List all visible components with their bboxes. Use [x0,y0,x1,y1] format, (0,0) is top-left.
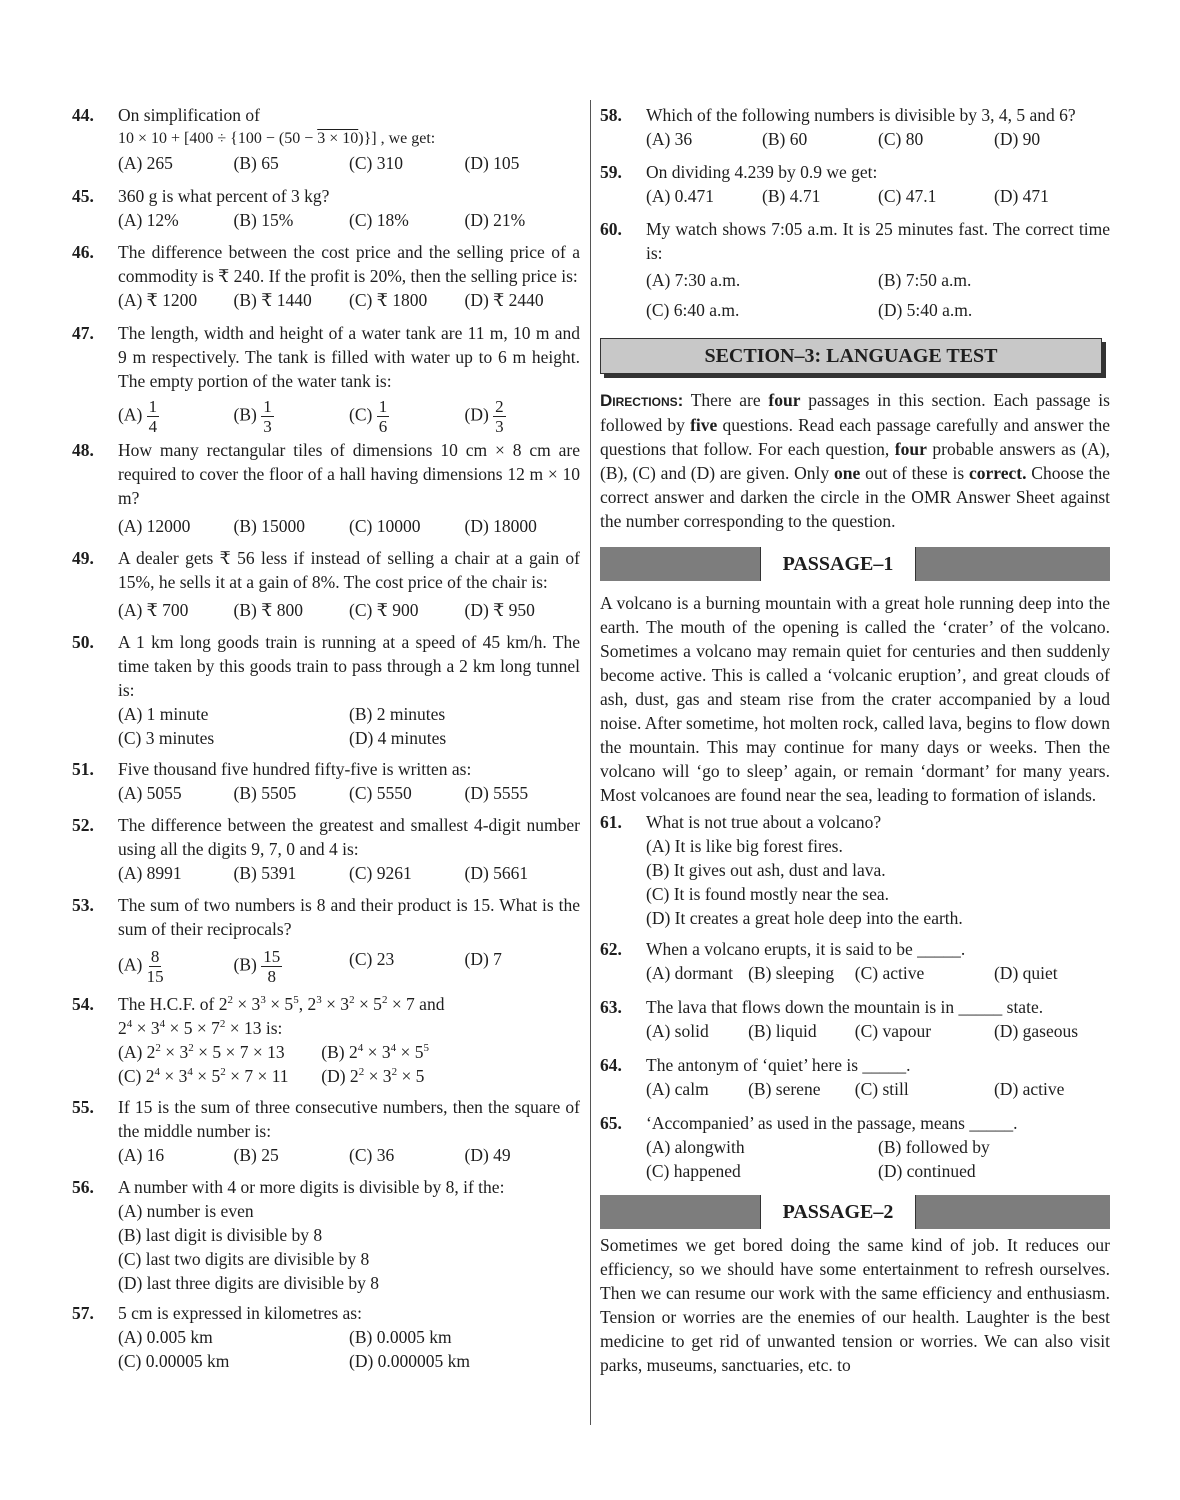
options [118,861,580,885]
option-c[interactable]: (C) 9261 [349,863,412,883]
passage-2-text: Sometimes we get bored doing the same kind of job. It reduces our efficiency, so we should have some entertainment to refresh ourselves. Then we can resume our work with the same efficiency and enthusiasm. Tension or worries are the enemies of our health. Laughter is the best medicine to get rid of unwanted tension or worries. We can also visit parks, museums, sanctuaries, etc. to [600,1235,1110,1375]
option-d[interactable]: (D) 49 [464,1145,511,1165]
question-number: 54. [72,994,94,1014]
option-a[interactable]: (A) 12000 [118,516,191,536]
option-b[interactable]: (B) ₹ 800 [233,600,303,620]
question-56 [72,1175,580,1295]
option-a[interactable]: (A) $\frac{1}{4}$ [118,397,158,436]
option-b[interactable]: (B) 5505 [233,783,297,803]
question-44 [72,103,580,175]
option-c[interactable]: (C) 6:40 a.m. [646,300,740,320]
options [118,514,580,538]
question-text: The difference between the greatest and smallest 4-digit number using all the digits 9, 7, 0 and 4 is: [118,815,580,859]
option-b[interactable]: (B) 0.0005 km [349,1327,452,1347]
question-text: The H.C.F. of $2^2 \times 3^3 \times 5^5$, $2^3 \times 3^2 \times 5^2 \times 7$ and [118,994,445,1014]
options [118,598,580,622]
left-column [72,103,580,1373]
question-text: The antonym of ‘quiet’ here is _____. [646,1055,911,1075]
option-a[interactable]: (A) calm [646,1079,709,1099]
option-c[interactable]: (C) ₹ 1800 [349,290,428,310]
option-a[interactable]: (A) 16 [118,1145,165,1165]
option-a[interactable]: (A) ₹ 700 [118,600,189,620]
option-c[interactable]: (C) 80 [878,129,924,149]
question-number: 44. [72,105,94,125]
option-a[interactable]: (A) It is like big forest fires. [646,836,843,856]
question-55 [72,1095,580,1167]
option-d[interactable]: (D) 4 minutes [349,728,447,748]
options [118,1040,580,1088]
question-50 [72,630,580,750]
question-number: 53. [72,895,94,915]
option-b[interactable]: (B) liquid [748,1021,817,1041]
expression: 10 × 10 + [400 ÷ {100 − (50 − 3 × 10)}] , we get: [118,130,436,147]
options [118,702,580,750]
question-number: 56. [72,1177,94,1197]
option-a[interactable]: (A) number is even [118,1201,254,1221]
question-text: 5 cm is expressed in kilometres as: [118,1303,362,1323]
option-c[interactable]: (C) $2^4 \times 3^4 \times 5^2 \times 7 \times 11$ [118,1066,289,1086]
question-text: How many rectangular tiles of dimensions 10 cm × 8 cm are required to cover the floor of a hall having dimensions 12 m × 10 m? [118,440,580,508]
question-46 [72,240,580,312]
question-text: My watch shows 7:05 a.m. It is 25 minutes fast. The correct time is: [646,219,1110,263]
option-c[interactable]: (C) 36 [349,1145,395,1165]
question-text: The difference between the cost price and the selling price of a commodity is ₹ 240. If the profit is 20%, then the selling price is: [118,242,580,286]
question-number: 45. [72,186,94,206]
question-64 [600,1053,1110,1101]
question-number: 51. [72,759,94,779]
question-number: 60. [600,219,622,239]
question-number: 49. [72,548,94,568]
options [118,781,580,805]
question-text: Five thousand five hundred fifty-five is written as: [118,759,472,779]
passage-title: PASSAGE–2 [760,1195,916,1229]
option-d[interactable]: (D) 7 [464,949,502,969]
question-63 [600,995,1110,1043]
option-d[interactable]: (D) 18000 [464,516,537,536]
options [118,288,580,312]
option-d[interactable]: (D) 5:40 a.m. [878,300,973,320]
option-d[interactable]: (D) continued [878,1161,976,1181]
question-52 [72,813,580,885]
options [646,1077,1110,1101]
passage-title: PASSAGE–1 [760,547,916,581]
question-number: 58. [600,105,622,125]
question-number: 59. [600,162,622,182]
option-c[interactable]: (C) happened [646,1161,741,1181]
question-number: 52. [72,815,94,835]
fraction: $\frac{2}{3}$ [495,397,504,436]
option-b[interactable]: (B) 65 [233,153,279,173]
question-61 [600,810,1110,930]
passage-1-heading [600,547,1110,581]
option-b[interactable]: (B) $\frac{15}{8}$ [233,947,281,986]
question-number: 64. [600,1055,622,1075]
question-text-2: $2^4 \times 3^4 \times 5 \times 7^2 \times 13$ is: [118,1018,283,1038]
option-c[interactable]: (C) $\frac{1}{6}$ [349,397,388,436]
option-d[interactable]: (D) ₹ 2440 [464,290,544,310]
option-b[interactable]: (B) 60 [762,129,808,149]
question-number: 50. [72,632,94,652]
question-text: If 15 is the sum of three consecutive numbers, then the square of the middle number is: [118,1097,580,1141]
directions: Directions: There are four passages in this section. Each passage is followed by five questions. Read each passage carefully and answer the questions that follow. For each question, four probable answers as (A), (B), (C) and (D) are given. Only one out of these is correct. Choose the correct answer and darken the circle in the OMR Answer Sheet against the number corresponding to the question. [600,390,1111,531]
question-49 [72,546,580,622]
option-b[interactable]: (B) 25 [233,1145,279,1165]
passage-2-heading [600,1195,1110,1229]
options [646,834,1110,930]
option-a[interactable]: (A) 0.471 [646,186,715,206]
option-d[interactable]: (D) last three digits are divisible by 8 [118,1273,379,1293]
question-text: A number with 4 or more digits is divisible by 8, if the: [118,1177,505,1197]
fraction: $\frac{8}{15}$ [146,947,164,986]
right-column [600,103,1110,1377]
option-a[interactable]: (A) ₹ 1200 [118,290,198,310]
passage-1-text: A volcano is a burning mountain with a great hole running deep into the earth. The mouth of the opening is called the ‘crater’ of the volcano. Sometimes a volcano may remain quiet for centuries and then suddenly become active. This is called a ‘volcanic eruption’, and great clouds of ash, dust, gas and steam rise from the crater accompanied by a loud noise. After sometime, hot molten rock, called lava, begins to flow down the mountain. This may continue for many days or weeks. Then the volcano will ‘go to sleep’ again, or remain ‘dormant’ for many years. Most volcanoes are found near the sea, leading to formation of islands. [600,593,1110,805]
option-a[interactable]: (A) 36 [646,129,693,149]
option-d[interactable]: (D) 90 [994,129,1041,149]
options [118,397,580,436]
question-number: 47. [72,323,94,343]
question-text: The sum of two numbers is 8 and their product is 15. What is the sum of their reciprocals? [118,895,580,939]
section-heading: SECTION–3: LANGUAGE TEST [600,338,1102,374]
options [646,1019,1110,1043]
question-text: On simplification of [118,105,260,125]
option-d[interactable]: (D) 0.000005 km [349,1351,471,1371]
options [118,1325,580,1373]
option-a[interactable]: (A) 5055 [118,783,182,803]
question-59 [600,160,1110,208]
option-c[interactable]: (C) 3 minutes [118,728,215,748]
option-b[interactable]: (B) 15000 [233,516,305,536]
option-c[interactable]: (C) 18% [349,210,409,230]
question-number: 55. [72,1097,94,1117]
question-54 [72,992,580,1088]
options [118,947,580,986]
option-b[interactable]: (B) serene [748,1079,821,1099]
options [118,151,580,175]
question-text: What is not true about a volcano? [646,812,882,832]
option-b[interactable]: (B) $\frac{1}{3}$ [233,397,272,436]
option-d[interactable]: (D) 21% [464,210,526,230]
option-d[interactable]: (D) $2^2 \times 3^2 \times 5$ [321,1066,425,1086]
option-d[interactable]: (D) $\frac{2}{3}$ [464,397,504,436]
options [646,265,1110,325]
option-a[interactable]: (A) dormant [646,963,733,983]
options [118,208,580,232]
option-b[interactable]: (B) It gives out ash, dust and lava. [646,860,886,880]
option-a[interactable]: (A) $2^2 \times 3^2 \times 5 \times 7 \times 13$ [118,1042,285,1062]
option-a[interactable]: (A) $\frac{8}{15}$ [118,947,164,986]
option-b[interactable]: (B) ₹ 1440 [233,290,312,310]
option-d[interactable]: (D) 471 [994,186,1049,206]
question-text: On dividing 4.239 by 0.9 we get: [646,162,878,182]
option-c[interactable]: (C) 5550 [349,783,412,803]
question-text: A dealer gets ₹ 56 less if instead of selling a chair at a gain of 15%, he sells it at a gain of 8%. The cost price of the chair is: [118,548,580,592]
option-c[interactable]: (C) 0.00005 km [118,1351,230,1371]
question-60 [600,217,1110,325]
question-text: When a volcano erupts, it is said to be _____. [646,939,966,959]
option-d[interactable]: (D) It creates a great hole deep into the earth. [646,908,963,928]
option-b[interactable]: (B) 4.71 [762,186,821,206]
option-a[interactable]: (A) 7:30 a.m. [646,270,741,290]
option-d[interactable]: (D) gaseous [993,1021,1079,1041]
option-d[interactable]: (D) 5661 [464,863,529,883]
options [646,184,1110,208]
option-b[interactable]: (B) 2 minutes [349,704,446,724]
option-d[interactable]: (D) quiet [993,963,1058,983]
options [646,961,1110,985]
option-a[interactable]: (A) alongwith [646,1137,745,1157]
question-text: 360 g is what percent of 3 kg? [118,186,330,206]
option-b[interactable]: (B) followed by [878,1137,990,1157]
question-48 [72,438,580,538]
question-text: Which of the following numbers is divisible by 3, 4, 5 and 6? [646,105,1076,125]
fraction: $\frac{1}{6}$ [378,397,388,436]
question-53 [72,893,580,986]
question-45 [72,184,580,232]
option-a[interactable]: (A) 12% [118,210,179,230]
question-number: 61. [600,812,622,832]
option-c[interactable]: (C) still [854,1079,909,1099]
fraction: $\frac{1}{3}$ [263,397,272,436]
option-c[interactable]: (C) vapour [854,1021,932,1041]
option-a[interactable]: (A) solid [646,1021,709,1041]
options [646,1135,1110,1183]
option-b[interactable]: (B) $2^4 \times 3^4 \times 5^5$ [321,1042,429,1062]
options [118,1143,580,1167]
options [118,1199,580,1295]
option-b[interactable]: (B) 7:50 a.m. [878,270,972,290]
question-number: 62. [600,939,622,959]
question-62 [600,937,1110,985]
option-d[interactable]: (D) ₹ 950 [464,600,535,620]
option-c[interactable]: (C) ₹ 900 [349,600,419,620]
question-text: A 1 km long goods train is running at a speed of 45 km/h. The time taken by this goods train to pass through a 2 km long tunnel is: [118,632,580,700]
option-a[interactable]: (A) 265 [118,153,173,173]
question-65 [600,1111,1110,1183]
options [646,127,1110,151]
option-a[interactable]: (A) 8991 [118,863,182,883]
option-c[interactable]: (C) 310 [349,153,403,173]
option-c[interactable]: (C) It is found mostly near the sea. [646,884,890,904]
option-c[interactable]: (C) 10000 [349,516,421,536]
question-58 [600,103,1110,151]
option-d[interactable]: (D) active [993,1079,1065,1099]
option-b[interactable]: (B) sleeping [748,963,835,983]
option-a[interactable]: (A) 1 minute [118,704,209,724]
question-text: ‘Accompanied’ as used in the passage, means _____. [646,1113,1018,1133]
question-text: The length, width and height of a water tank are 11 m, 10 m and 9 m respectively. The tank is filled with water up to 6 m height. The empty portion of the water tank is: [118,323,580,391]
fraction: $\frac{15}{8}$ [263,947,281,986]
option-c[interactable]: (C) 23 [349,949,395,969]
option-d[interactable]: (D) 5555 [464,783,529,803]
question-number: 48. [72,440,94,460]
question-number: 63. [600,997,622,1017]
question-number: 46. [72,242,94,262]
column-divider [590,100,591,1425]
option-c[interactable]: (C) active [854,963,925,983]
question-57 [72,1301,580,1373]
option-d[interactable]: (D) 105 [464,153,520,173]
question-51 [72,757,580,805]
fraction: $\frac{1}{4}$ [148,397,158,436]
question-number: 57. [72,1303,94,1323]
option-b[interactable]: (B) last digit is divisible by 8 [118,1225,323,1245]
option-c[interactable]: (C) 47.1 [878,186,937,206]
option-b[interactable]: (B) 5391 [233,863,297,883]
question-47 [72,321,580,436]
option-c[interactable]: (C) last two digits are divisible by 8 [118,1249,370,1269]
question-number: 65. [600,1113,622,1133]
question-text: The lava that flows down the mountain is in _____ state. [646,997,1044,1017]
option-a[interactable]: (A) 0.005 km [118,1327,213,1347]
option-b[interactable]: (B) 15% [233,210,294,230]
